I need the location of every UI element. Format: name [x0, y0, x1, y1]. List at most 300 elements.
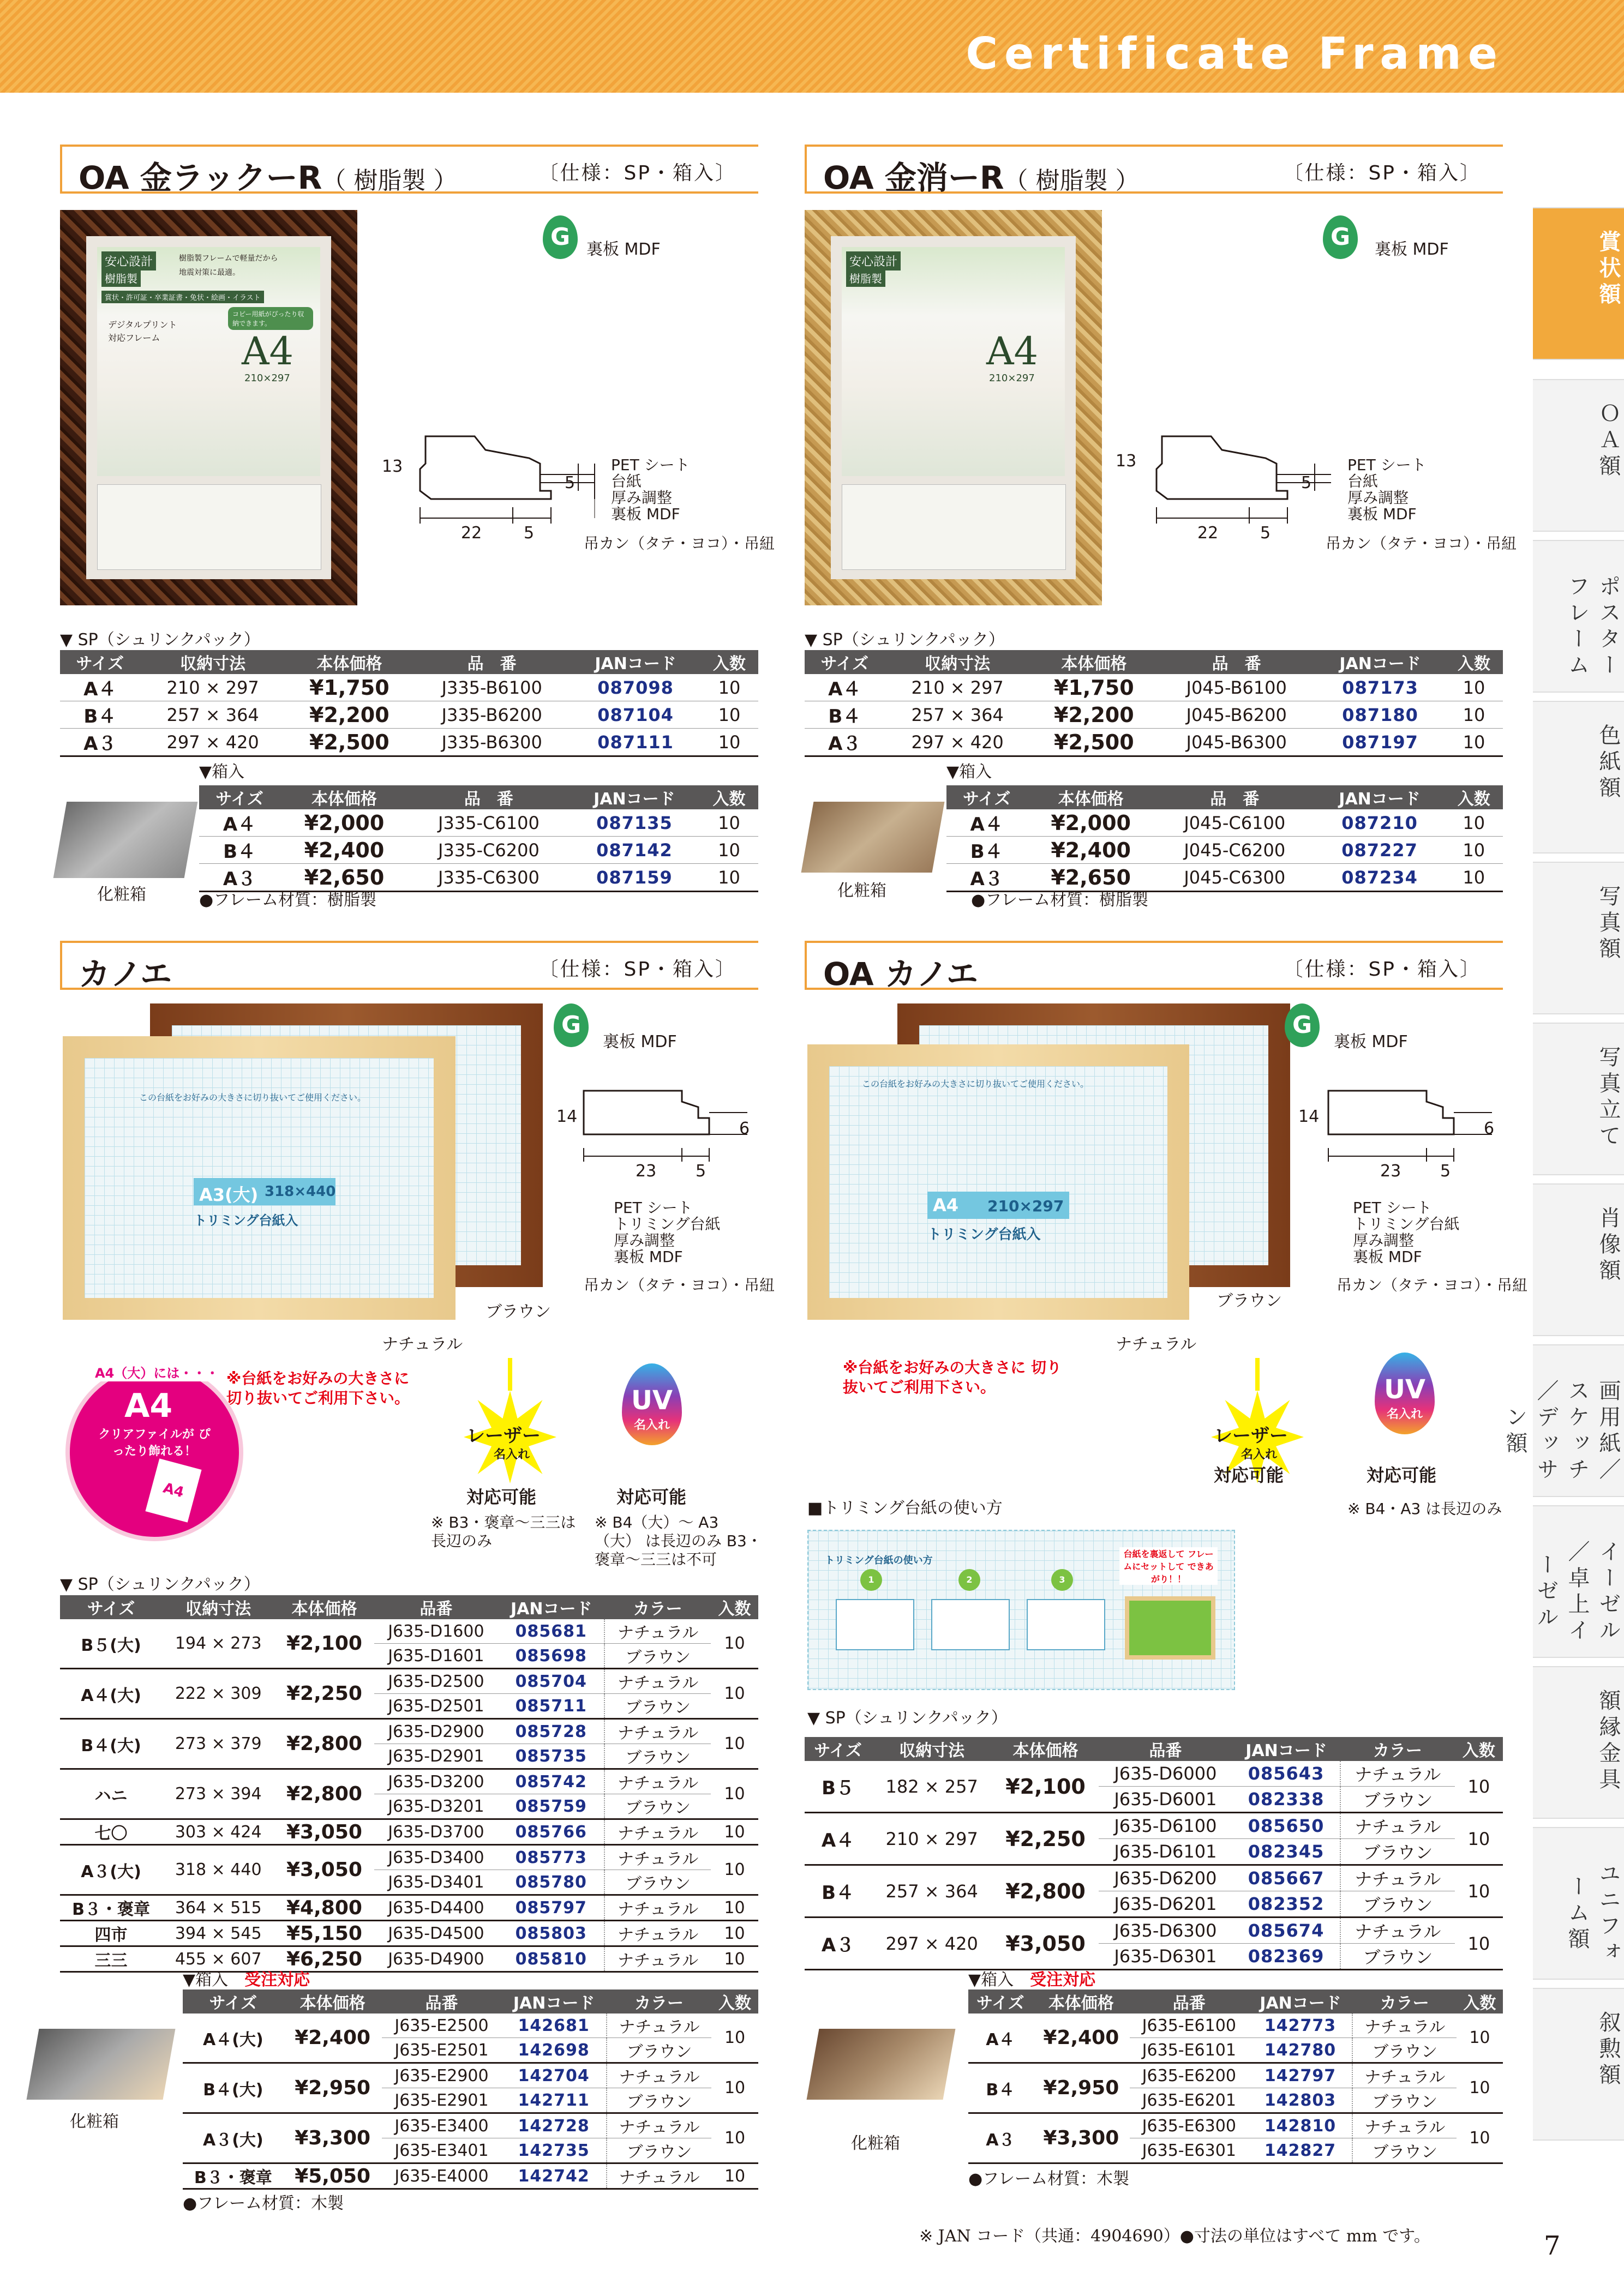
table-cell: 087227 — [1315, 837, 1445, 864]
profile-layers: PET シート 台紙 厚み調整 裏板 MDF — [611, 456, 690, 523]
frame-image-dark — [60, 210, 357, 605]
sp-label: ▼ SP（シュリンクパック） — [807, 1709, 1008, 1728]
product-code-cell: J635-D3700 — [374, 1819, 499, 1845]
qty-cell: 10 — [1457, 2013, 1503, 2063]
qty-cell: 10 — [711, 2013, 758, 2063]
table-row — [60, 1895, 758, 1921]
column-header: 本体価格 — [280, 785, 409, 809]
column-header: カラー — [1340, 1737, 1455, 1761]
size-cell: B５ — [805, 1761, 871, 1813]
eco-g-icon: G — [554, 1003, 589, 1047]
color-cell: ナチュラル — [1340, 1865, 1455, 1891]
table-cell: 10 — [1445, 809, 1503, 837]
dim-5: 5 — [1440, 1162, 1451, 1181]
column-header: 本体価格 — [284, 1990, 382, 2013]
jan-cell: 142742 — [501, 2163, 607, 2189]
product-code-cell: J635-D6000 — [1099, 1761, 1232, 1787]
color-cell: ブラウン — [607, 2088, 711, 2113]
price-cell: ¥2,250 — [274, 1669, 374, 1719]
material-note: ●フレーム材質：樹脂製 — [199, 891, 376, 910]
product-code-cell: J635-D3400 — [374, 1845, 499, 1870]
column-header: 本体価格 — [992, 1737, 1098, 1761]
column-header: カラー — [607, 1990, 711, 2013]
jan-cell: 142780 — [1249, 2038, 1353, 2063]
table-cell: ¥2,000 — [280, 809, 409, 837]
color-cell: ブラウン — [604, 1794, 711, 1819]
color-cell: ナチュラル — [604, 1719, 711, 1744]
table-cell: A４ — [946, 809, 1027, 837]
table-cell: B４ — [805, 701, 885, 729]
laser-note: ※ B3・褒章〜三三は 長辺のみ — [431, 1513, 576, 1550]
table-cell: J045-C6200 — [1155, 837, 1315, 864]
product-code-cell: J635-D4400 — [374, 1895, 499, 1921]
table-row — [183, 2113, 758, 2138]
profile-layers: PET シート トリミング台紙 厚み調整 裏板 MDF — [614, 1199, 721, 1266]
column-header: 収納寸法 — [162, 1595, 274, 1619]
jan-cell: 085773 — [498, 1845, 604, 1870]
jan-cell: 142810 — [1249, 2113, 1353, 2138]
box-label: ▼箱入 — [946, 762, 992, 782]
table-cell: ¥1,750 — [286, 674, 414, 701]
table-row — [946, 809, 1503, 837]
trimming-mount: この台紙をお好みの大きさに切り抜いてご使用ください。 A4 210×297 トリミング台紙入 — [829, 1066, 1167, 1298]
product-material: （ 樹脂製 ） — [322, 167, 458, 195]
dim-cell: 222 × 309 — [162, 1669, 274, 1719]
table-row — [183, 2013, 758, 2038]
table-cell: A３ — [805, 729, 885, 756]
product-code-cell: J635-D6100 — [1099, 1813, 1232, 1839]
footer-note: ※ JAN コード（共通：4904690）●寸法の単位はすべて mm です。 — [919, 2227, 1430, 2246]
table-cell: 210 × 297 — [885, 674, 1030, 701]
dim-cell: 297 × 420 — [871, 1918, 992, 1970]
product-name: OA 金ラックーR — [79, 159, 322, 196]
table-cell: J045-B6300 — [1158, 729, 1315, 756]
color-label-natural: ナチュラル — [1116, 1335, 1197, 1354]
eco-g-icon: G — [1323, 215, 1358, 259]
qty-cell: 10 — [711, 1769, 758, 1819]
table-cell: J335-B6200 — [413, 701, 571, 729]
product-code-cell: J635-E6200 — [1130, 2063, 1249, 2088]
dim-5b: 5 — [524, 524, 535, 543]
product-code-cell: J635-D6301 — [1099, 1944, 1232, 1970]
dim-cell: 455 × 607 — [162, 1946, 274, 1972]
size-cell: 四市 — [60, 1921, 162, 1946]
color-cell: ナチュラル — [607, 2163, 711, 2189]
product-code-cell: J635-D3200 — [374, 1769, 499, 1794]
product-code-cell: J635-D2500 — [374, 1669, 499, 1694]
size-cell: ハニ — [60, 1769, 162, 1819]
product-code-cell: J635-E6300 — [1130, 2113, 1249, 2138]
jan-cell: 085704 — [498, 1669, 604, 1694]
side-tab-0[interactable] — [1533, 207, 1624, 360]
box-image — [53, 802, 198, 878]
jan-cell: 142803 — [1249, 2088, 1353, 2113]
table-cell: 087098 — [571, 674, 700, 701]
dim-cell: 364 × 515 — [162, 1895, 274, 1921]
box-image — [801, 802, 945, 873]
table-cell: ¥2,000 — [1027, 809, 1155, 837]
product-code-cell: J635-D6300 — [1099, 1918, 1232, 1944]
column-header: JANコード — [1232, 1737, 1340, 1761]
column-header: 入数 — [711, 1595, 758, 1619]
table-cell: B４ — [199, 837, 280, 864]
color-cell: ブラウン — [1340, 1787, 1455, 1813]
table-cell: ¥1,750 — [1030, 674, 1158, 701]
table-row — [60, 1619, 758, 1644]
qty-cell: 10 — [1455, 1865, 1503, 1918]
table-cell: A３ — [60, 729, 140, 756]
column-header: サイズ — [805, 1737, 871, 1761]
table-cell: 297 × 420 — [885, 729, 1030, 756]
hanger-note: 吊カン（タテ・ヨコ）・吊紐 — [584, 1276, 775, 1294]
table-row — [199, 809, 758, 837]
hanger-note: 吊カン（タテ・ヨコ）・吊紐 — [584, 534, 775, 552]
price-cell: ¥6,250 — [274, 1946, 374, 1972]
jan-cell: 085728 — [498, 1719, 604, 1744]
page-title: Certificate Frame — [966, 28, 1504, 79]
table-cell: 10 — [1445, 674, 1503, 701]
profile-layers: PET シート 台紙 厚み調整 裏板 MDF — [1347, 456, 1427, 523]
column-header: 入数 — [700, 650, 758, 674]
price-cell: ¥3,300 — [1033, 2113, 1130, 2163]
table-header-row — [199, 785, 758, 809]
product-code-cell: J635-E6301 — [1130, 2138, 1249, 2163]
color-label-brown: ブラウン — [486, 1302, 551, 1321]
price-cell: ¥2,950 — [1033, 2063, 1130, 2113]
size-cell: B４ — [968, 2063, 1033, 2113]
table-cell: ¥2,650 — [1027, 864, 1155, 892]
column-header: 入数 — [711, 1990, 758, 2013]
side-tab-10[interactable] — [1533, 1827, 1624, 1980]
table-row — [805, 1865, 1503, 1891]
table-cell: 087111 — [571, 729, 700, 756]
dim-14: 14 — [556, 1107, 578, 1126]
box-caption: 化粧箱 — [97, 885, 146, 904]
jan-cell: 085797 — [498, 1895, 604, 1921]
product-spec: 〔仕様：SP・箱入〕 — [1283, 162, 1481, 184]
side-tab-1[interactable] — [1533, 379, 1624, 532]
product-code-cell: J635-D6001 — [1099, 1787, 1232, 1813]
trim-title: ■トリミング台紙の使い方 — [807, 1499, 1003, 1518]
product-code-cell: J635-E3401 — [382, 2138, 502, 2163]
dim-cell: 303 × 424 — [162, 1819, 274, 1845]
product-code-cell: J635-D1601 — [374, 1644, 499, 1669]
profile-layers: PET シート トリミング台紙 厚み調整 裏板 MDF — [1353, 1199, 1460, 1266]
table-cell: A４ — [60, 674, 140, 701]
table-cell: 087135 — [569, 809, 700, 837]
side-tab-label: 色紙額 — [1596, 724, 1621, 802]
side-tab-label: 写真額 — [1596, 885, 1621, 963]
table-row — [60, 1769, 758, 1794]
laser-ok: 対応可能 — [1214, 1465, 1284, 1486]
dim-5: 5 — [696, 1162, 706, 1181]
size-cell: A４(大) — [183, 2013, 284, 2063]
side-tab-label: 写真立て — [1596, 1045, 1621, 1150]
column-header: サイズ — [805, 650, 885, 674]
table-row — [805, 1813, 1503, 1839]
section-heading-kanoe — [60, 941, 758, 993]
table-cell: 10 — [1445, 701, 1503, 729]
column-header: 入数 — [1455, 1737, 1503, 1761]
color-cell: ナチュラル — [1352, 2113, 1456, 2138]
side-tab-2[interactable] — [1533, 540, 1624, 693]
column-header: JANコード — [1315, 785, 1445, 809]
qty-cell: 10 — [711, 1895, 758, 1921]
sp-label: ▼ SP（シュリンクパック） — [60, 630, 260, 650]
box-label: ▼箱入 受注対応 — [968, 1970, 1096, 1990]
product-code-cell: J635-E6201 — [1130, 2088, 1249, 2113]
table-cell: J045-C6300 — [1155, 864, 1315, 892]
column-header: 品番 — [382, 1990, 502, 2013]
side-tab-8[interactable] — [1533, 1505, 1624, 1658]
column-header: 入数 — [700, 785, 758, 809]
product-code-cell: J635-D6101 — [1099, 1839, 1232, 1865]
table-cell: B４ — [60, 701, 140, 729]
price-cell: ¥3,050 — [274, 1819, 374, 1845]
side-tab-9[interactable] — [1533, 1666, 1624, 1819]
sp-table-oa-kanoe — [805, 1737, 1503, 1970]
jan-cell: 142711 — [501, 2088, 607, 2113]
table-cell: 10 — [1445, 729, 1503, 756]
jan-cell: 085766 — [498, 1819, 604, 1845]
price-cell: ¥2,250 — [992, 1813, 1098, 1865]
column-header: JANコード — [1249, 1990, 1353, 2013]
color-label-brown: ブラウン — [1216, 1291, 1282, 1311]
product-code-cell: J635-D2501 — [374, 1694, 499, 1719]
qty-cell: 10 — [711, 2163, 758, 2189]
jan-cell: 142704 — [501, 2063, 607, 2088]
product-code-cell: J635-E6101 — [1130, 2038, 1249, 2063]
size-cell: 三三 — [60, 1946, 162, 1972]
color-cell: ナチュラル — [1340, 1761, 1455, 1787]
table-cell: J335-B6100 — [413, 674, 571, 701]
column-header: サイズ — [199, 785, 280, 809]
side-tab-label: ＯＡ額 — [1596, 402, 1621, 480]
qty-cell: 10 — [711, 1719, 758, 1769]
dim-cell: 182 × 257 — [871, 1761, 992, 1813]
dim-13: 13 — [382, 457, 403, 476]
table-row — [805, 1918, 1503, 1944]
size-cell: 七〇 — [60, 1819, 162, 1845]
table-cell: J045-B6100 — [1158, 674, 1315, 701]
dim-23: 23 — [1380, 1162, 1401, 1181]
jan-cell: 142698 — [501, 2038, 607, 2063]
column-header: カラー — [604, 1595, 711, 1619]
product-code-cell: J635-E6100 — [1130, 2013, 1249, 2038]
product-material: （ 樹脂製 ） — [1004, 167, 1140, 195]
table-row — [60, 1719, 758, 1744]
dim-14: 14 — [1298, 1107, 1320, 1126]
table-cell: 10 — [700, 701, 758, 729]
sp-table-kanoe — [60, 1595, 758, 1973]
color-cell: ナチュラル — [1340, 1813, 1455, 1839]
dim-6: 6 — [739, 1119, 750, 1138]
dim-cell: 210 × 297 — [871, 1813, 992, 1865]
qty-cell: 10 — [1457, 2113, 1503, 2163]
laser-engraving-badge: レーザー 名入れ — [456, 1358, 565, 1478]
product-code-cell: J635-D2901 — [374, 1744, 499, 1769]
jan-cell: 085742 — [498, 1769, 604, 1794]
dim-22: 22 — [461, 524, 482, 543]
qty-cell: 10 — [1455, 1813, 1503, 1865]
poster-image: 安心設計 樹脂製 A4 210×297 — [842, 247, 1065, 476]
table-cell: 10 — [700, 729, 758, 756]
section-heading-oa-kanoe — [805, 941, 1503, 993]
frame-image-natural — [807, 1044, 1189, 1320]
dim-5a: 5 — [1301, 473, 1312, 492]
column-header: 入数 — [1445, 785, 1503, 809]
column-header: JANコード — [1315, 650, 1445, 674]
dim-23: 23 — [636, 1162, 657, 1181]
product-name: カノエ — [79, 955, 172, 993]
column-header: 収納寸法 — [885, 650, 1030, 674]
box-label: ▼箱入 — [199, 762, 245, 782]
uv-ok: 対応可能 — [616, 1487, 687, 1507]
qty-cell: 10 — [1455, 1918, 1503, 1970]
size-cell: A３(大) — [183, 2113, 284, 2163]
table-row — [805, 1761, 1503, 1787]
box-table-oa-kin-rack — [199, 785, 758, 892]
qty-cell: 10 — [711, 1619, 758, 1669]
color-label-natural: ナチュラル — [382, 1335, 463, 1354]
jan-cell: 085735 — [498, 1744, 604, 1769]
dim-5b: 5 — [1260, 524, 1271, 543]
column-header: サイズ — [946, 785, 1027, 809]
table-cell: J045-C6100 — [1155, 809, 1315, 837]
color-cell: ナチュラル — [604, 1669, 711, 1694]
jan-cell: 085759 — [498, 1794, 604, 1819]
column-header: 品番 — [1130, 1990, 1249, 2013]
table-row — [199, 837, 758, 864]
sp-label: ▼ SP（シュリンクパック） — [60, 1575, 260, 1594]
side-tab-6[interactable] — [1533, 1183, 1624, 1336]
dim-13: 13 — [1116, 452, 1137, 471]
table-row — [968, 2063, 1503, 2088]
side-tab-7[interactable] — [1502, 1344, 1624, 1497]
backboard-label: 裏板 MDF — [1375, 240, 1449, 259]
column-header: 品 番 — [1155, 785, 1315, 809]
table-cell: 087142 — [569, 837, 700, 864]
dim-cell: 394 × 545 — [162, 1921, 274, 1946]
qty-cell: 10 — [711, 1946, 758, 1972]
size-cell: A３(大) — [60, 1845, 162, 1895]
column-header: JANコード — [498, 1595, 604, 1619]
color-cell: ブラウン — [607, 2138, 711, 2163]
color-cell: ブラウン — [604, 1644, 711, 1669]
size-cell: A３ — [805, 1918, 871, 1970]
table-cell: ¥2,400 — [1027, 837, 1155, 864]
color-cell: ナチュラル — [607, 2063, 711, 2088]
uv-print-badge: UV 名入れ — [1375, 1353, 1435, 1434]
box-caption: 化粧箱 — [851, 2134, 900, 2153]
table-header-row — [60, 1595, 758, 1619]
trimming-mount: この台紙をお好みの大きさに切り抜いてご使用ください。 A3(大) 318×440 トリミング台紙入 — [85, 1058, 434, 1298]
column-header: 品番 — [374, 1595, 499, 1619]
jan-cell: 142728 — [501, 2113, 607, 2138]
side-tab-3[interactable] — [1533, 701, 1624, 854]
table-cell: 10 — [700, 864, 758, 892]
table-row — [60, 1921, 758, 1946]
table-cell: 087159 — [569, 864, 700, 892]
table-cell: 087180 — [1315, 701, 1445, 729]
product-code-cell: J635-D3201 — [374, 1794, 499, 1819]
column-header: 本体価格 — [1033, 1990, 1130, 2013]
eco-g-icon: G — [1285, 1003, 1320, 1047]
table-header-row — [805, 1737, 1503, 1761]
table-cell: ¥2,650 — [280, 864, 409, 892]
poster-image: 安心設計 樹脂製 樹脂製フレームで軽量だから 地震対策に最適。 賞状・許可証・卒業証書・免状・絵画・イラスト デジタルプリント 対応フレーム コピー用紙がぴったり収納できます。 A4 210×297 — [97, 247, 320, 476]
table-cell: 257 × 364 — [885, 701, 1030, 729]
dim-cell: 318 × 440 — [162, 1845, 274, 1895]
size-cell: B４ — [805, 1865, 871, 1918]
table-row — [60, 1845, 758, 1870]
cut-note: ※台紙をお好みの大きさに 切り抜いてご利用下さい。 — [226, 1369, 410, 1407]
table-cell: 10 — [700, 674, 758, 701]
hanger-note: 吊カン（タテ・ヨコ）・吊紐 — [1326, 534, 1517, 552]
color-cell: ナチュラル — [604, 1619, 711, 1644]
color-cell: ブラウン — [604, 1870, 711, 1895]
price-cell: ¥4,800 — [274, 1895, 374, 1921]
column-header: カラー — [1352, 1990, 1456, 2013]
price-cell: ¥2,800 — [274, 1769, 374, 1819]
table-row — [946, 837, 1503, 864]
size-cell: A３ — [968, 2113, 1033, 2163]
price-cell: ¥5,050 — [284, 2163, 382, 2189]
laser-engraving-badge: レーザー 名入れ — [1203, 1358, 1312, 1478]
jan-cell: 082345 — [1232, 1839, 1340, 1865]
side-tab-4[interactable] — [1533, 862, 1624, 1014]
table-header-row — [968, 1990, 1503, 2013]
size-cell: B３・褒章 — [183, 2163, 284, 2189]
sp-label: ▼ SP（シュリンクパック） — [805, 630, 1005, 650]
product-code-cell: J635-E3400 — [382, 2113, 502, 2138]
table-cell: 210 × 297 — [140, 674, 286, 701]
dim-cell: 194 × 273 — [162, 1619, 274, 1669]
box-caption: 化粧箱 — [837, 881, 886, 900]
jan-cell: 085810 — [498, 1946, 604, 1972]
dim-6: 6 — [1484, 1119, 1495, 1138]
color-cell: ナチュラル — [607, 2113, 711, 2138]
product-spec: 〔仕様：SP・箱入〕 — [538, 162, 736, 184]
table-cell: 087104 — [571, 701, 700, 729]
side-tab-5[interactable] — [1533, 1023, 1624, 1175]
size-cell: B３・褒章 — [60, 1895, 162, 1921]
column-header: サイズ — [183, 1990, 284, 2013]
column-header: JANコード — [501, 1990, 607, 2013]
box-image — [27, 2029, 176, 2100]
color-cell: ブラウン — [1340, 1839, 1455, 1865]
side-tab-11[interactable] — [1533, 1988, 1624, 2141]
side-tab-label: 額縁金具 — [1596, 1689, 1621, 1794]
table-row — [805, 701, 1503, 729]
frame-image-natural — [63, 1036, 456, 1320]
color-cell: ナチュラル — [607, 2013, 711, 2038]
size-cell: A４(大) — [60, 1669, 162, 1719]
price-cell: ¥3,300 — [284, 2113, 382, 2163]
eco-g-icon: G — [543, 215, 578, 259]
jan-cell: 142797 — [1249, 2063, 1353, 2088]
column-header: サイズ — [60, 1595, 162, 1619]
size-cell: B４(大) — [60, 1719, 162, 1769]
color-cell: ナチュラル — [604, 1819, 711, 1845]
table-row — [60, 674, 758, 701]
table-cell: 087197 — [1315, 729, 1445, 756]
table-header-row — [805, 650, 1503, 674]
color-cell: ナチュラル — [1352, 2063, 1456, 2088]
table-row — [968, 2013, 1503, 2038]
product-code-cell: J635-D3401 — [374, 1870, 499, 1895]
frame-profile-diagram — [1296, 1085, 1503, 1194]
